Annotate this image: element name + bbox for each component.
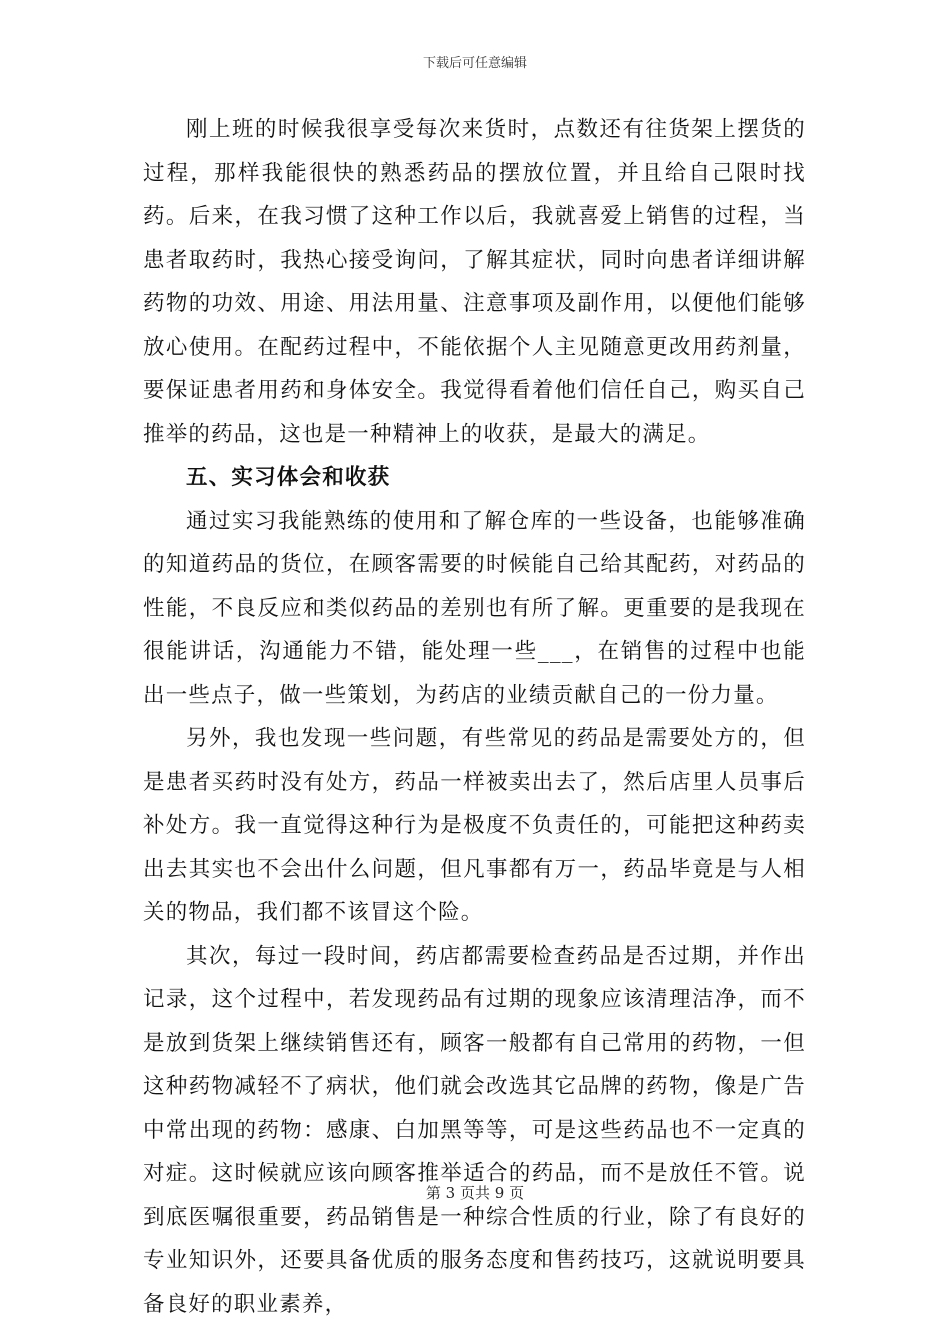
document-body (143, 108, 806, 1326)
page-number-footer: 第 3 页共 9 页 (0, 1182, 950, 1203)
paragraph-sales-experience: 刚上班的时候我很享受每次来货时，点数还有往货架上摆货的过程，那样我能很快的熟悉药品的摆放位置，并且给自己限时找药。后来，在我习惯了这种工作以后，我就喜爱上销售的过程，当患者取药时，我热心接受询问，了解其症状，同时向患者详细讲解药物的功效、用途、用法用量、注意事项及副作用，以便他们能够放心使用。在配药过程中，不能依据个人主见随意更改用药剂量，要保证患者用药和身体安全。我觉得看着他们信任自己，购买自己推举的药品，这也是一种精神上的收获，是最大的满足。 (143, 108, 806, 456)
paragraph-prescription-issue: 另外，我也发现一些问题，有些常见的药品是需要处方的，但是患者买药时没有处方，药品一样被卖出去了，然后店里人员事后补处方。我一直觉得这种行为是极度不负责任的，可能把这种药卖出去其实也不会出什么问题，但凡事都有万一，药品毕竟是与人相关的物品，我们都不该冒这个险。 (143, 717, 806, 935)
section-heading-internship-gains: 五、实习体会和收获 (143, 456, 806, 500)
paragraph-expiry-check: 其次，每过一段时间，药店都需要检查药品是否过期，并作出记录，这个过程中，若发现药品有过期的现象应该清理洁净，而不是放到货架上继续销售还有，顾客一般都有自己常用的药物，一但这种药物减轻不了病状，他们就会改选其它品牌的药物，像是广告中常出现的药物：感康、白加黑等等，可是这些药品也不一定真的对症。这时候就应该向顾客推举适合的药品，而不是放任不管。说到底医嘱很重要，药品销售是一种综合性质的行业，除了有良好的专业知识外，还要具备优质的服务态度和售药技巧，这就说明要具备良好的职业素养， (143, 935, 806, 1326)
paragraph-skills-gained: 通过实习我能熟练的使用和了解仓库的一些设备，也能够准确的知道药品的货位，在顾客需要的时候能自己给其配药，对药品的性能，不良反应和类似药品的差别也有所了解。更重要的是我现在很能讲话，沟通能力不错，能处理一些___，在销售的过程中也能出一些点子，做一些策划，为药店的业绩贡献自己的一份力量。 (143, 500, 806, 718)
page-header: 下载后可任意编辑 (0, 52, 950, 71)
